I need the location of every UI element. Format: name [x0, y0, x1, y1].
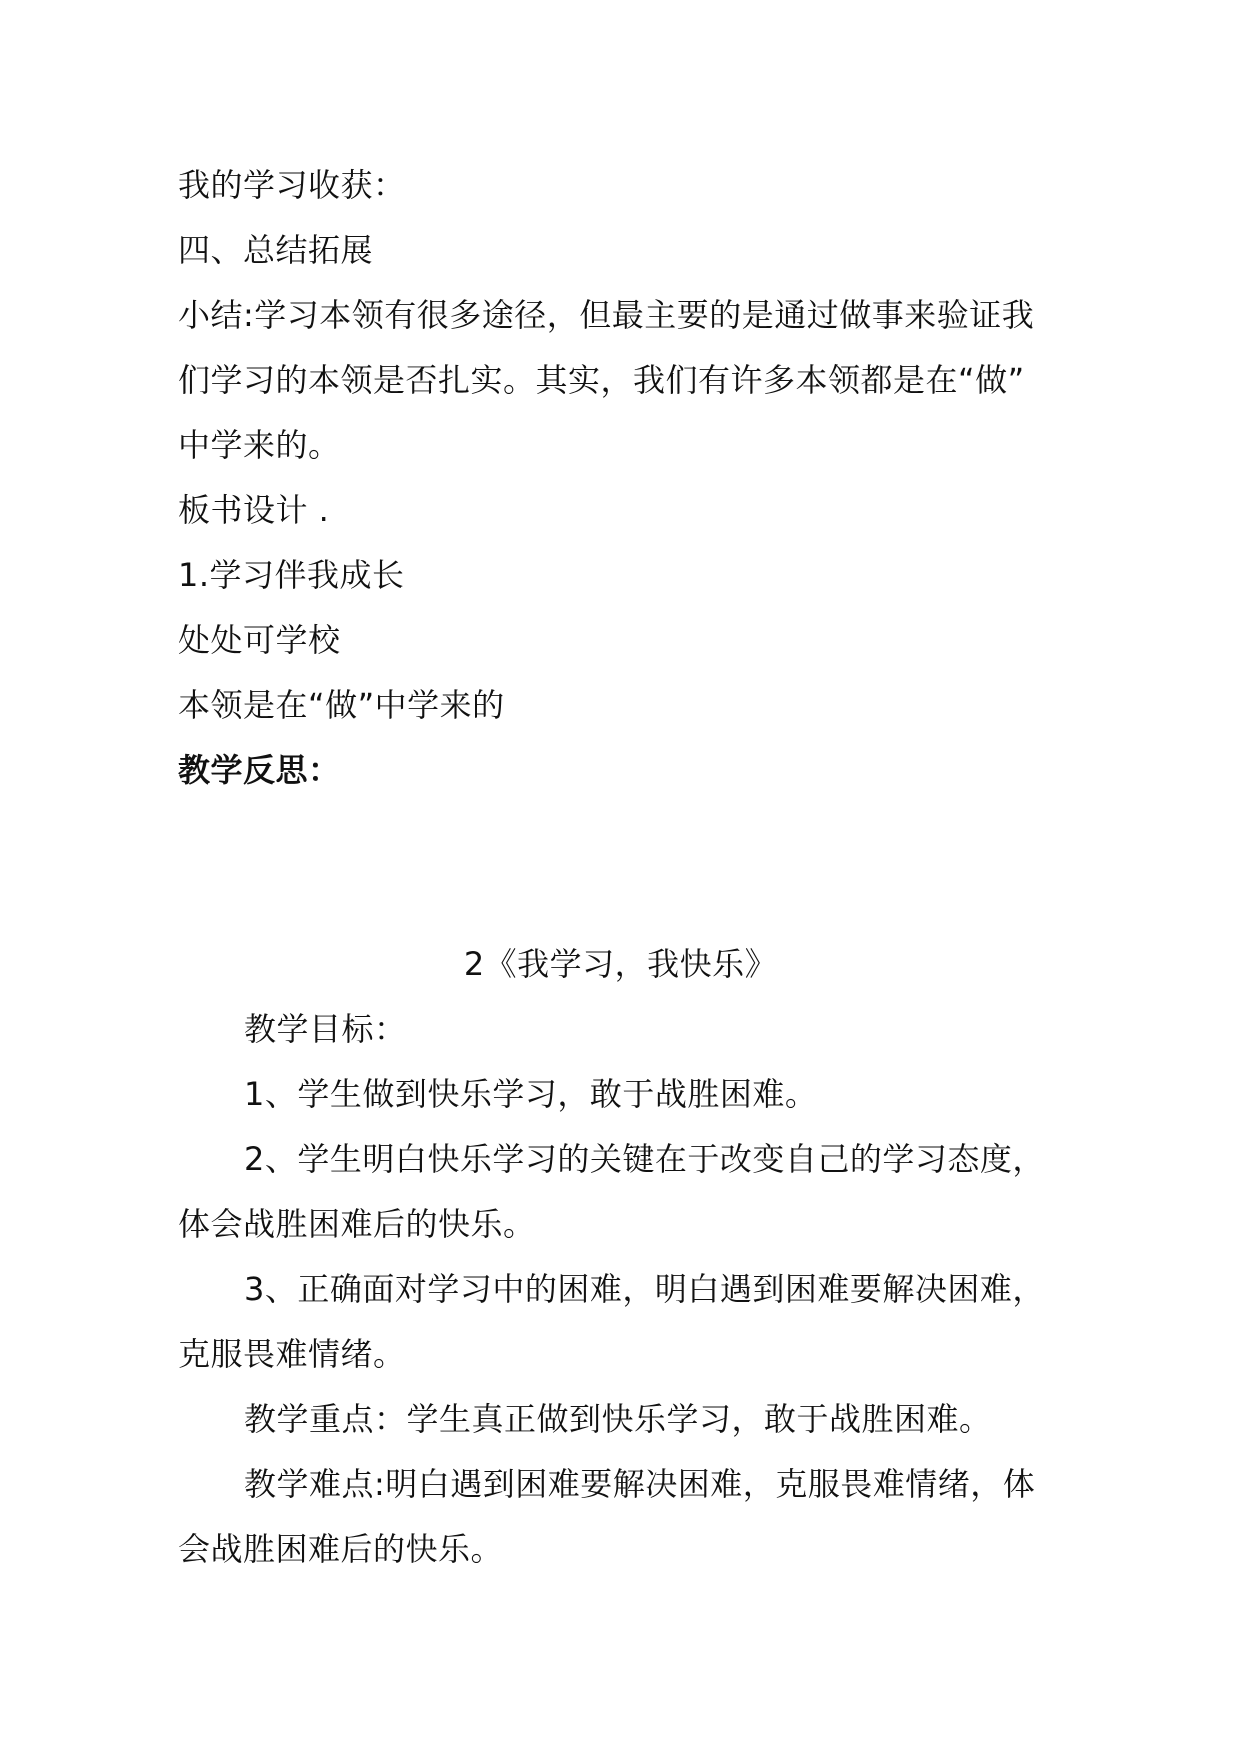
key-point: 教学重点：学生真正做到快乐学习，敢于战胜困难。: [244, 1400, 992, 1438]
objective-2-line-1: 2、学生明白快乐学习的关键在于改变自己的学习态度，: [244, 1140, 1045, 1178]
heading-summary-extension: 四、总结拓展: [178, 231, 374, 269]
summary-line-1: 小结:学习本领有很多途径，但最主要的是通过做事来验证我: [178, 296, 1035, 334]
difficulty-line-2: 会战胜困难后的快乐。: [178, 1530, 504, 1568]
objective-2-line-2: 体会战胜困难后的快乐。: [178, 1205, 536, 1243]
board-line-3: 本领是在“做”中学来的: [178, 686, 505, 724]
summary-line-3: 中学来的。: [178, 426, 341, 464]
summary-line-2: 们学习的本领是否扎实。其实，我们有许多本领都是在“做”: [178, 361, 1025, 399]
objective-3-line-2: 克服畏难情绪。: [178, 1335, 406, 1373]
board-design-label: 板书设计 .: [178, 491, 330, 529]
difficulty-line-1: 教学难点:明白遇到困难要解决困难，克服畏难情绪，体: [244, 1465, 1036, 1503]
board-line-1: 1.学习伴我成长: [178, 556, 405, 594]
teaching-reflection-label: 教学反思：: [178, 751, 341, 789]
lesson-title: 2《我学习，我快乐》: [463, 945, 778, 983]
board-line-2: 处处可学校: [178, 621, 341, 659]
objectives-label: 教学目标：: [244, 1010, 407, 1048]
learning-gains-label: 我的学习收获：: [178, 166, 406, 204]
objective-3-line-1: 3、正确面对学习中的困难，明白遇到困难要解决困难，: [244, 1270, 1045, 1308]
objective-1: 1、学生做到快乐学习，敢于战胜困难。: [244, 1075, 818, 1113]
